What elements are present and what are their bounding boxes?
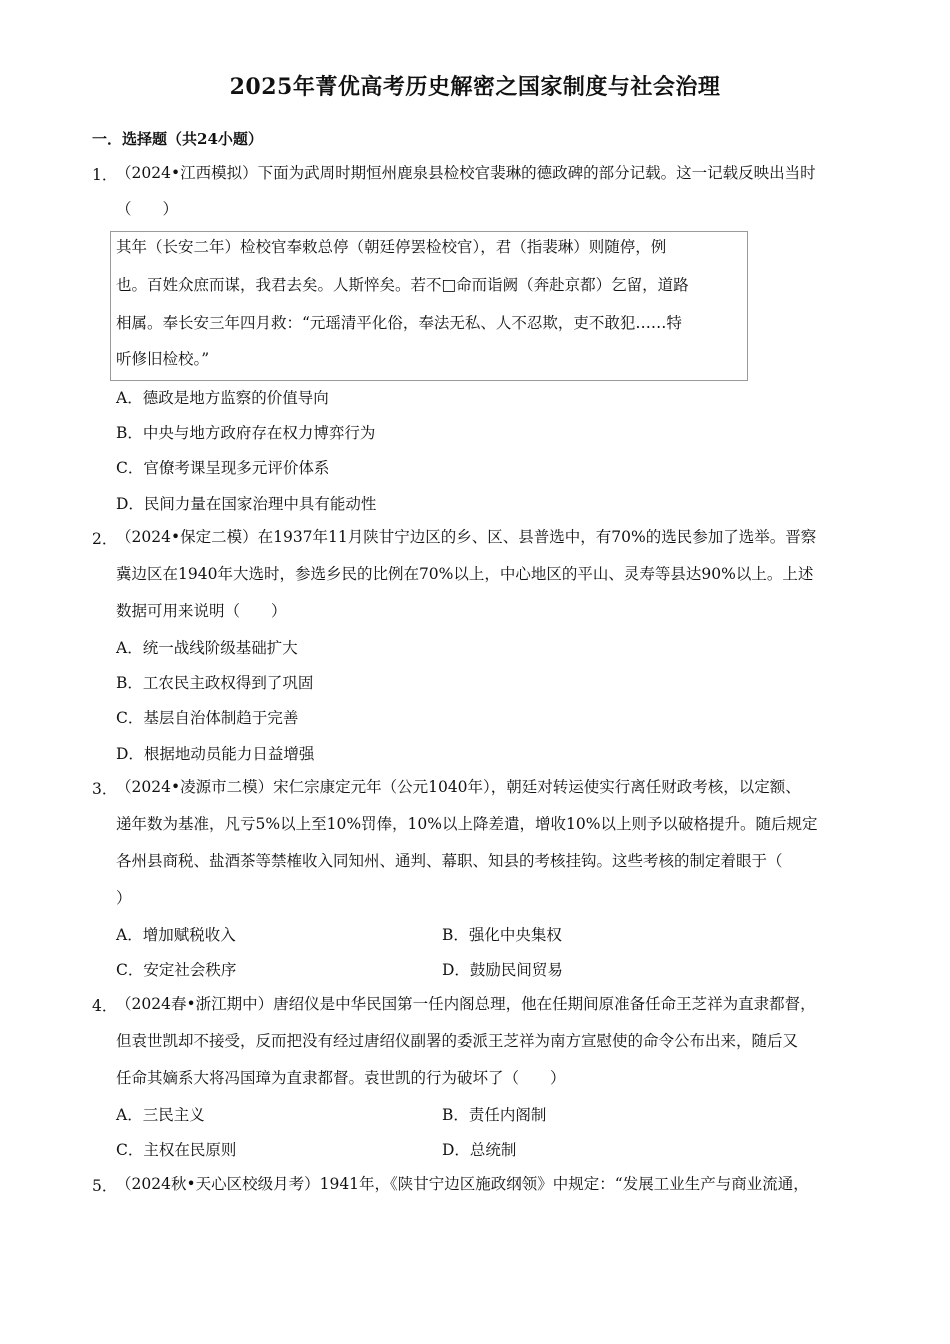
option-c: C．基层自治体制趋于完善 xyxy=(116,709,299,727)
option-b: B．工农民主政权得到了巩固 xyxy=(116,674,314,692)
question-text-line: 冀边区在1940年大选时，参选乡民的比例在70%以上，中心地区的平山、灵寿等县达90%以上。上述 xyxy=(116,565,814,583)
question-text-line: （2024•保定二模）在1937年11月陕甘宁边区的乡、区、县普选中，有70%的选民参加了选举。晋察 xyxy=(116,528,817,546)
option-b: B．中央与地方政府存在权力博弈行为 xyxy=(116,424,376,442)
question-text-line: 数据可用来说明（ ） xyxy=(116,602,287,620)
option-d: D．民间力量在国家治理中具有能动性 xyxy=(116,495,377,513)
question-text-line: 各州县商税、盐酒茶等禁榷收入同知州、通判、幕职、知县的考核挂钩。这些考核的制定着眼于（ xyxy=(116,852,783,870)
option-d: D．鼓励民间贸易 xyxy=(442,961,563,979)
section-heading: 一．选择题（共24小题） xyxy=(92,130,263,148)
question-text-line: 但袁世凯却不接受，反而把没有经过唐绍仪副署的委派王芝祥为南方宣慰使的命令公布出来，随后又 xyxy=(116,1032,799,1050)
question-number: 5． xyxy=(92,1177,118,1195)
option-a: A．三民主义 xyxy=(116,1106,205,1124)
quote-line: 听修旧检校。” xyxy=(116,350,210,368)
quote-line: 也。百姓众庶而谋，我君去矣。人斯悴矣。若不□命而诣阙（奔赴京都）乞留，道路 xyxy=(116,276,689,294)
question-number: 3． xyxy=(92,780,118,798)
question-number: 4． xyxy=(92,997,118,1015)
question-text-line: ） xyxy=(116,889,132,907)
question-number: 1． xyxy=(92,166,118,184)
question-text-line: （2024•江西模拟）下面为武周时期恒州鹿泉县检校官裴琳的德政碑的部分记载。这一记载反映出当时 xyxy=(116,164,816,182)
question-number: 2． xyxy=(92,530,118,548)
option-c: C．安定社会秩序 xyxy=(116,961,237,979)
document-title: 2025年菁优高考历史解密之国家制度与社会治理 xyxy=(229,74,721,100)
option-b: B．强化中央集权 xyxy=(442,926,562,944)
option-c: C．主权在民原则 xyxy=(116,1141,237,1159)
option-c: C．官僚考课呈现多元评价体系 xyxy=(116,459,330,477)
option-b: B．责任内阁制 xyxy=(442,1106,547,1124)
question-text-line: 递年数为基准，凡亏5%以上至10%罚俸，10%以上降差遣，增收10%以上则予以破格提升。随后规定 xyxy=(116,815,818,833)
option-a: A．统一战线阶级基础扩大 xyxy=(116,639,298,657)
option-d: D．根据地动员能力日益增强 xyxy=(116,745,315,763)
quote-line: 其年（长安二年）检校官奉敕总停（朝廷停罢检校官），君（指裴琳）则随停，例 xyxy=(116,238,667,256)
question-text-line: （ ） xyxy=(116,200,179,218)
option-a: A．德政是地方监察的价值导向 xyxy=(116,389,329,407)
question-text-line: （2024春•浙江期中）唐绍仪是中华民国第一任内阁总理，他在任期间原准备任命王芝祥为直隶都督， xyxy=(116,995,816,1013)
option-a: A．增加赋税收入 xyxy=(116,926,236,944)
question-text-line: 任命其嫡系大将冯国璋为直隶都督。袁世凯的行为破坏了（ ） xyxy=(116,1069,566,1087)
question-text-line: （2024•凌源市二模）宋仁宗康定元年（公元1040年），朝廷对转运使实行离任财政考核，以定额、 xyxy=(116,778,801,796)
question-text-line: （2024秋•天心区校级月考）1941年，《陕甘宁边区施政纲领》中规定：“发展工业生产与商业流通， xyxy=(116,1175,809,1193)
option-d: D．总统制 xyxy=(442,1141,517,1159)
quote-line: 相属。奉长安三年四月救：“元瑶清平化俗，奉法无私、人不忍欺，吏不敢犯……特 xyxy=(116,314,682,332)
